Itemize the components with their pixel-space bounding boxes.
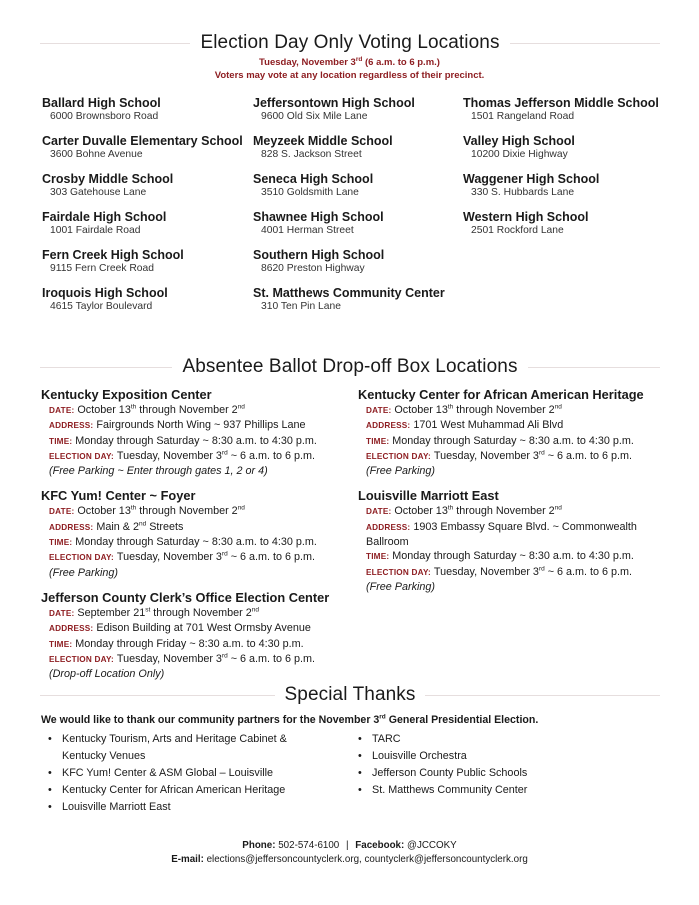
dropoff-date-value: October 13th through November 2nd — [394, 504, 562, 518]
location-item — [253, 286, 463, 314]
location-name: Jeffersontown High School — [253, 96, 415, 110]
location-address: 6000 Brownsboro Road — [50, 111, 159, 122]
dropoff-date-label: DATE: — [49, 406, 75, 415]
election-day-header — [40, 32, 660, 54]
dropoff-time-value: Monday through Saturday ~ 8:30 a.m. to 4:30 p.m. — [75, 434, 317, 447]
dropoff-address-row — [41, 418, 351, 433]
location-address: 303 Gatehouse Lane — [50, 187, 147, 198]
location-item — [463, 134, 673, 162]
dropoff-location — [358, 488, 663, 594]
dropoff-location — [358, 387, 663, 478]
dropoff-address-label: ADDRESS: — [49, 522, 94, 532]
dropoff-date-row — [41, 606, 351, 621]
dropoff-date-row — [358, 403, 663, 418]
dropoff-time-value: Monday through Friday ~ 8:30 a.m. to 4:30 p.m. — [75, 637, 304, 650]
thanks-item: • Kentucky Tourism, Arts and Heritage Cabinet & Kentucky Venues — [42, 731, 332, 765]
dropoff-date-label: DATE: — [366, 507, 392, 517]
location-address: 1001 Fairdale Road — [50, 225, 141, 236]
dropoff-time-row — [358, 549, 663, 564]
dropoff-address-label: ADDRESS: — [49, 624, 94, 634]
location-address: 4001 Herman Street — [261, 225, 354, 236]
dropoff-title: Absentee Ballot Drop-off Box Locations — [182, 356, 518, 377]
location-address: 310 Ten Pin Lane — [261, 301, 341, 312]
location-name: Fairdale High School — [42, 210, 167, 224]
facebook-link[interactable]: @JCCOKY — [407, 840, 457, 851]
thanks-item: • KFC Yum! Center & ASM Global – Louisville — [42, 765, 332, 782]
divider — [40, 43, 190, 44]
location-name: Seneca High School — [253, 172, 374, 186]
location-name: Waggener High School — [463, 172, 600, 186]
dropoff-election-day-value: Tuesday, November 3rd ~ 6 a.m. to 6 p.m. — [116, 550, 316, 564]
location-name: Southern High School — [253, 248, 385, 262]
dropoff-address-value: Fairgrounds North Wing ~ 937 Phillips Lane — [96, 419, 306, 432]
location-item — [463, 210, 673, 238]
dropoff-header — [40, 356, 660, 378]
dropoff-time-label: TIME: — [49, 436, 73, 446]
thanks-item: • TARC — [352, 731, 612, 748]
dropoff-name: Kentucky Center for African American Heritage — [358, 387, 644, 402]
dropoff-location — [41, 488, 351, 579]
dropoff-date-label: DATE: — [49, 507, 75, 517]
location-name: Meyzeek Middle School — [253, 134, 393, 148]
dropoff-location — [41, 590, 351, 681]
thanks-item: • Louisville Orchestra — [352, 748, 612, 765]
dropoff-election-day-label: ELECTION DAY: — [49, 553, 114, 563]
election-day-note: Voters may vote at any location regardless of their precinct. — [214, 70, 485, 81]
location-address: 330 S. Hubbards Lane — [471, 187, 575, 198]
divider — [528, 367, 660, 368]
dropoff-note: (Free Parking) — [49, 566, 118, 579]
dropoff-note: (Free Parking) — [366, 580, 435, 593]
dropoff-note: (Free Parking) — [366, 465, 435, 478]
dropoff-column-left — [41, 387, 351, 691]
location-address: 4615 Taylor Boulevard — [50, 301, 153, 312]
location-item — [42, 248, 252, 276]
dropoff-time-label: TIME: — [49, 538, 73, 548]
dropoff-time-label: TIME: — [366, 552, 390, 562]
dropoff-date-row — [41, 504, 351, 519]
dropoff-date-label: DATE: — [366, 406, 392, 415]
location-name: St. Matthews Community Center — [253, 286, 445, 300]
dropoff-time-row — [358, 434, 663, 449]
dropoff-time-row — [41, 434, 351, 449]
dropoff-election-day-row — [41, 550, 351, 565]
dropoff-time-row — [41, 637, 351, 652]
dropoff-time-label: TIME: — [49, 639, 73, 649]
dropoff-note: (Drop-off Location Only) — [49, 668, 165, 681]
footer-email: E-mail: elections@jeffersoncountyclerk.org, countyclerk@jeffersoncountyclerk.org — [171, 854, 528, 865]
location-column-3 — [463, 96, 673, 248]
location-item — [463, 172, 673, 200]
dropoff-date-value: October 13th through November 2nd — [77, 403, 245, 416]
dropoff-address-value: 1903 Embassy Square Blvd. ~ Commonwealth Ballroom — [366, 520, 637, 549]
location-name: Ballard High School — [42, 96, 161, 110]
dropoff-date-row — [41, 403, 351, 418]
dropoff-election-day-value: Tuesday, November 3rd ~ 6 a.m. to 6 p.m. — [116, 449, 316, 462]
location-address: 828 S. Jackson Street — [261, 149, 362, 160]
dropoff-address-label: ADDRESS: — [366, 421, 411, 431]
location-address: 9600 Old Six Mile Lane — [261, 111, 368, 122]
thanks-item: • St. Matthews Community Center — [352, 782, 612, 799]
location-name: Iroquois High School — [42, 286, 168, 300]
location-item — [42, 134, 252, 162]
location-name: Crosby Middle School — [42, 172, 174, 186]
location-address: 10200 Dixie Highway — [471, 149, 568, 160]
location-name: Western High School — [463, 210, 589, 224]
dropoff-election-day-row — [41, 449, 351, 464]
location-item — [463, 96, 673, 124]
thanks-intro: We would like to thank our community partners for the November 3rd General Presidential Election. — [41, 713, 539, 726]
location-address: 3600 Bohne Avenue — [50, 149, 143, 160]
dropoff-name: Louisville Marriott East — [358, 488, 499, 504]
divider — [510, 43, 660, 44]
election-day-date: Tuesday, November 3rd (6 a.m. to 6 p.m.) — [259, 55, 440, 68]
dropoff-time-value: Monday through Saturday ~ 8:30 a.m. to 4:30 p.m. — [392, 550, 634, 563]
dropoff-address-value: Main & 2nd Streets — [96, 520, 184, 533]
phone-number: 502-574-6100 — [278, 840, 340, 851]
location-name: Valley High School — [463, 134, 575, 148]
dropoff-election-day-label: ELECTION DAY: — [366, 451, 431, 461]
thanks-title: Special Thanks — [284, 684, 416, 705]
footer-contact: Phone: 502-574-6100 | Facebook: @JCCOKY — [242, 840, 457, 851]
location-name: Shawnee High School — [253, 210, 384, 224]
dropoff-address-value: 1701 West Muhammad Ali Blvd — [413, 419, 564, 432]
dropoff-address-label: ADDRESS: — [49, 421, 94, 431]
thanks-list-left — [42, 731, 332, 816]
location-name: Thomas Jefferson Middle School — [463, 96, 659, 110]
location-name: Carter Duvalle Elementary School — [42, 134, 243, 148]
dropoff-address-label: ADDRESS: — [366, 522, 411, 532]
thanks-list-right — [352, 731, 612, 799]
dropoff-election-day-label: ELECTION DAY: — [49, 451, 114, 461]
location-item — [253, 134, 463, 162]
thanks-item: • Kentucky Center for African American Heritage — [42, 782, 332, 799]
thanks-item: • Jefferson County Public Schools — [352, 765, 612, 782]
location-column-2 — [253, 96, 463, 324]
dropoff-note: (Free Parking ~ Enter through gates 1, 2 or 4) — [49, 465, 268, 478]
dropoff-date-value: October 13th through November 2nd — [394, 403, 562, 416]
dropoff-election-day-label: ELECTION DAY: — [49, 654, 114, 664]
divider — [40, 695, 275, 696]
location-item — [42, 286, 252, 314]
dropoff-name: KFC Yum! Center ~ Foyer — [41, 488, 196, 504]
location-item — [253, 172, 463, 200]
dropoff-name: Jefferson County Clerk’s Office Election Center — [41, 589, 330, 605]
dropoff-date-label: DATE: — [49, 608, 75, 618]
dropoff-address-row — [41, 621, 351, 636]
dropoff-address-value: Edison Building at 701 West Ormsby Avenue — [96, 622, 311, 635]
location-address: 8620 Preston Highway — [261, 263, 365, 274]
dropoff-election-day-value: Tuesday, November 3rd ~ 6 a.m. to 6 p.m. — [433, 565, 633, 578]
dropoff-election-day-value: Tuesday, November 3rd ~ 6 a.m. to 6 p.m. — [116, 652, 316, 665]
dropoff-election-day-row — [41, 652, 351, 667]
location-address: 9115 Fern Creek Road — [50, 263, 154, 274]
dropoff-election-day-row — [358, 449, 663, 464]
location-item — [253, 210, 463, 238]
dropoff-time-row — [41, 535, 351, 550]
divider — [425, 695, 660, 696]
location-column-1 — [42, 96, 252, 324]
dropoff-time-value: Monday through Saturday ~ 8:30 a.m. to 4:30 p.m. — [392, 434, 634, 447]
thanks-header — [40, 684, 660, 706]
dropoff-name: Kentucky Exposition Center — [41, 387, 212, 402]
election-day-title: Election Day Only Voting Locations — [200, 32, 500, 53]
location-address: 2501 Rockford Lane — [471, 225, 564, 236]
dropoff-election-day-value: Tuesday, November 3rd ~ 6 a.m. to 6 p.m. — [433, 449, 633, 462]
location-item — [253, 248, 463, 276]
dropoff-column-right — [358, 387, 663, 604]
dropoff-date-value: October 13th through November 2nd — [77, 504, 245, 518]
email-links[interactable]: elections@jeffersoncountyclerk.org, countyclerk@jeffersoncountyclerk.org — [206, 854, 528, 865]
dropoff-address-row — [41, 520, 351, 535]
dropoff-date-value: September 21st through November 2nd — [77, 606, 259, 619]
dropoff-election-day-label: ELECTION DAY: — [366, 567, 431, 577]
dropoff-election-day-row — [358, 565, 663, 580]
location-item — [253, 96, 463, 124]
location-item — [42, 210, 252, 238]
dropoff-address-row — [358, 418, 663, 433]
divider — [40, 367, 172, 368]
thanks-item: • Louisville Marriott East — [42, 799, 332, 816]
dropoff-location — [41, 387, 351, 478]
location-item — [42, 172, 252, 200]
location-item — [42, 96, 252, 124]
dropoff-date-row — [358, 504, 663, 519]
location-name: Fern Creek High School — [42, 248, 184, 262]
location-address: 3510 Goldsmith Lane — [261, 187, 359, 198]
dropoff-time-value: Monday through Saturday ~ 8:30 a.m. to 4:30 p.m. — [75, 536, 317, 549]
dropoff-time-label: TIME: — [366, 436, 390, 446]
dropoff-address-row — [358, 520, 663, 550]
location-address: 1501 Rangeland Road — [471, 111, 575, 122]
